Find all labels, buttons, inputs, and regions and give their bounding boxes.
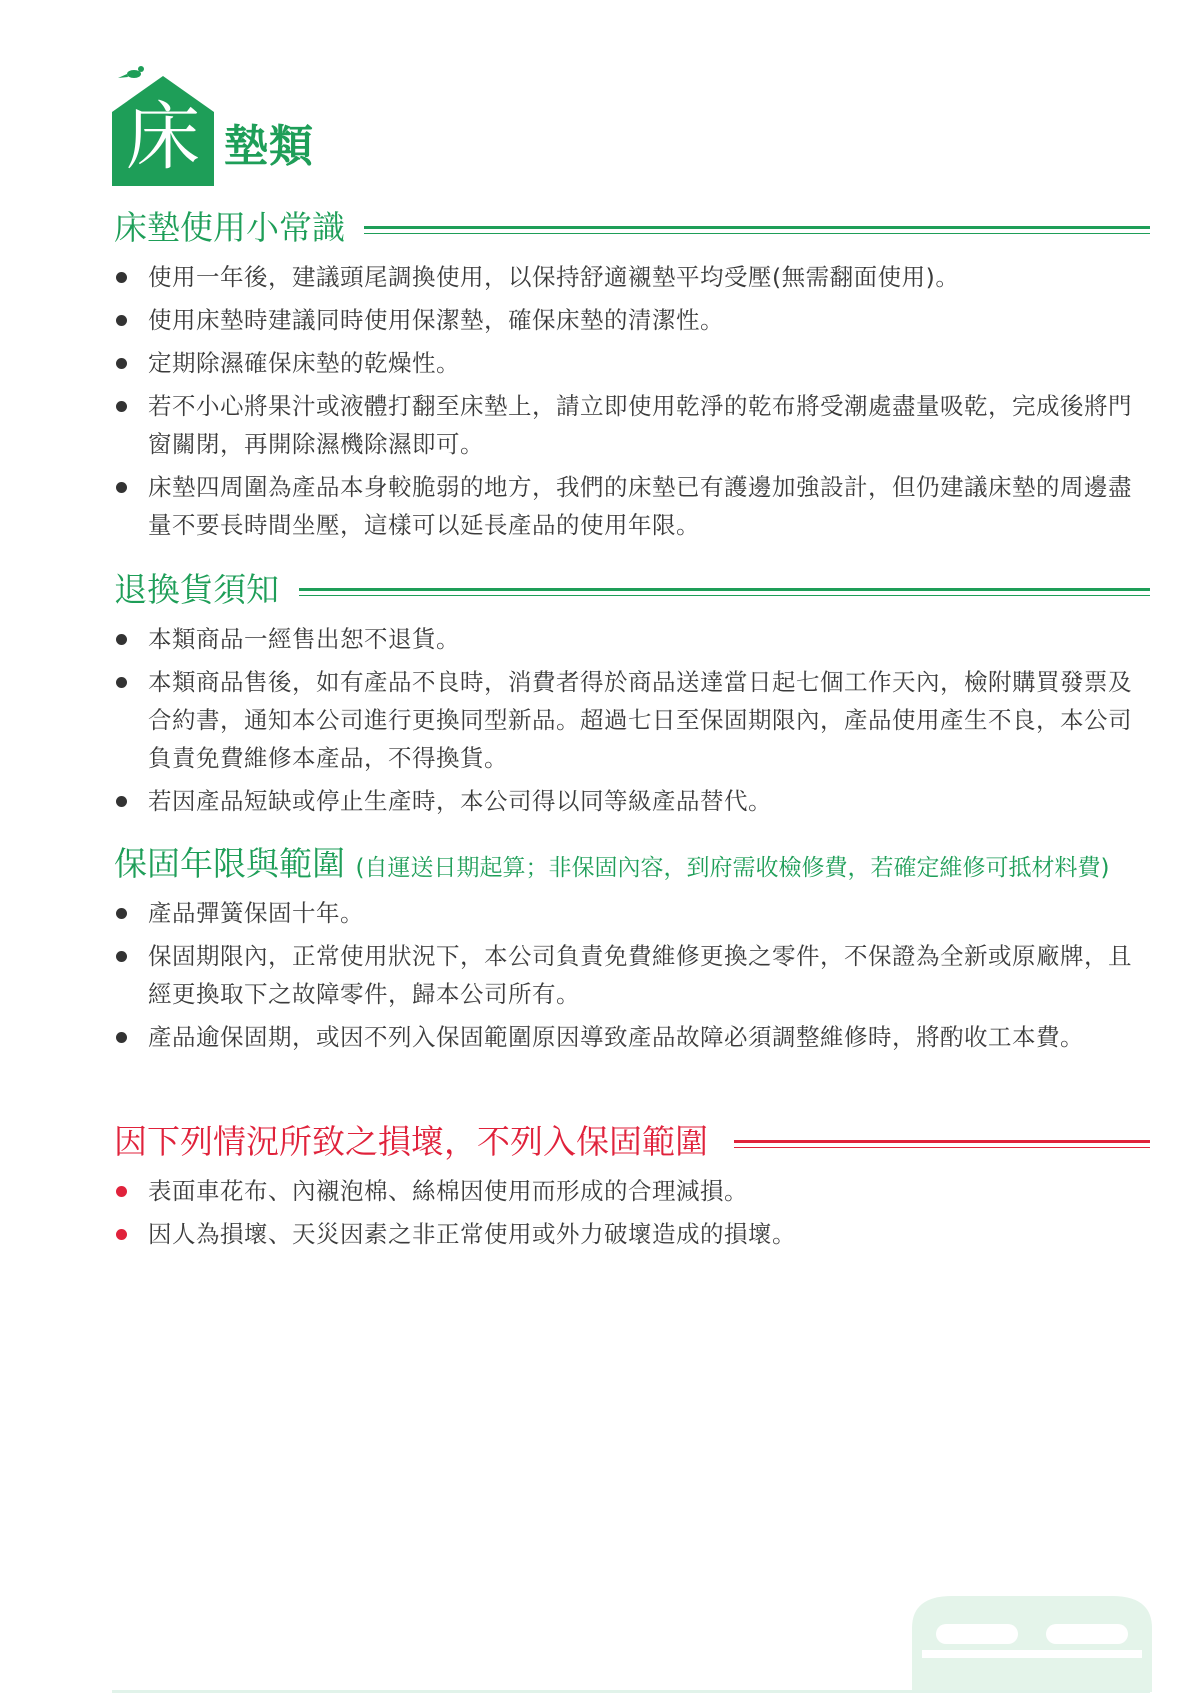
bullet-icon	[116, 951, 127, 962]
list-item: 若因產品短缺或停止生產時，本公司得以同等級產品替代。	[114, 782, 1150, 820]
bullet-icon	[116, 634, 127, 645]
section-exclusions	[114, 1120, 1150, 1258]
bullet-icon	[116, 1032, 127, 1043]
bullet-icon	[116, 1186, 127, 1197]
section-title: 保固年限與範圍 (自運送日期起算；非保固內容，到府需收檢修費，若確定維修可抵材料費)	[114, 844, 1127, 888]
bullet-icon	[116, 401, 127, 412]
bird-icon	[118, 66, 144, 78]
section-title: 退換貨須知	[114, 570, 297, 610]
section-title: 因下列情況所致之損壞，不列入保固範圍	[114, 1122, 726, 1162]
section-rule	[734, 1140, 1150, 1148]
list-item: 若不小心將果汁或液體打翻至床墊上，請立即使用乾淨的乾布將受潮處盡量吸乾，完成後將門窗關閉，再開除濕機除濕即可。	[114, 387, 1150, 463]
section-warranty	[114, 842, 1150, 1061]
section-title: 床墊使用小常識	[114, 208, 363, 248]
list-item: 表面車花布、內襯泡棉、絲棉因使用而形成的合理減損。	[114, 1172, 1150, 1210]
bullet-icon	[116, 315, 127, 326]
list-item: 使用一年後，建議頭尾調換使用，以保持舒適襯墊平均受壓(無需翻面使用)。	[114, 258, 1150, 296]
list-item: 保固期限內，正常使用狀況下，本公司負責免費維修更換之零件，不保證為全新或原廠牌，且經更換取下之故障零件，歸本公司所有。	[114, 937, 1150, 1013]
logo-character: 床	[126, 94, 200, 180]
section-mattress-tips	[114, 206, 1150, 549]
list-item: 本類商品一經售出恕不退貨。	[114, 620, 1150, 658]
list-item: 產品彈簧保固十年。	[114, 894, 1150, 932]
bullet-icon	[116, 677, 127, 688]
list-item: 本類商品售後，如有產品不良時，消費者得於商品送達當日起七個工作天內，檢附購買發票及合約書，通知本公司進行更換同型新品。超過七日至保固期限內，產品使用產生不良，本公司負責免費維修本產品，不得換貨。	[114, 663, 1150, 777]
bullet-icon	[116, 272, 127, 283]
bullet-icon	[116, 1229, 127, 1240]
bed-icon	[912, 1588, 1152, 1692]
warranty-note: (自運送日期起算；非保固內容，到府需收檢修費，若確定維修可抵材料費)	[355, 855, 1110, 881]
section-rule	[364, 226, 1150, 234]
bullet-icon	[116, 908, 127, 919]
footer-line	[112, 1690, 1150, 1693]
list-item: 使用床墊時建議同時使用保潔墊，確保床墊的清潔性。	[114, 301, 1150, 339]
list-item: 定期除濕確保床墊的乾燥性。	[114, 344, 1150, 382]
bullet-icon	[116, 482, 127, 493]
bullet-icon	[116, 358, 127, 369]
list-item: 產品逾保固期，或因不列入保固範圍原因導致產品故障必須調整維修時，將酌收工本費。	[114, 1018, 1150, 1056]
bullet-icon	[116, 796, 127, 807]
list-item: 床墊四周圍為產品本身較脆弱的地方，我們的床墊已有護邊加強設計，但仍建議床墊的周邊盡量不要長時間坐壓，這樣可以延長產品的使用年限。	[114, 468, 1150, 544]
section-rule	[299, 588, 1150, 596]
section-return-policy	[114, 568, 1150, 825]
category-title: 墊類	[224, 121, 314, 172]
list-item: 因人為損壞、天災因素之非正常使用或外力破壞造成的損壞。	[114, 1215, 1150, 1253]
category-logo	[112, 62, 214, 186]
